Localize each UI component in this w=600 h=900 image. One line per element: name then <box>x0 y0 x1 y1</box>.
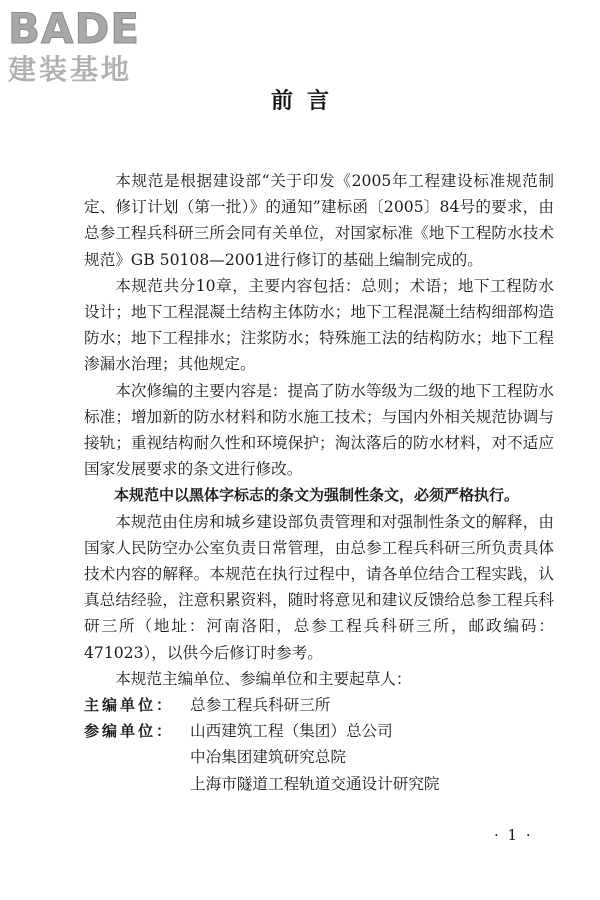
paragraph-revisions: 本次修编的主要内容是：提高了防水等级为二级的地下工程防水标准；增加新的防水材料和防水施工技术；与国内外相关规范协调与接轨；重视结构耐久性和环境保护；淘汰落后的防水材料，对不适应国家发展要求的条文进行修改。 <box>84 381 554 479</box>
logo-text: 建装基地 <box>8 53 133 86</box>
chief-unit-row <box>84 692 554 718</box>
paragraph-basis: 本规范是根据建设部“关于印发《2005年工程建设标准规范制定、修订计划（第一批）》的通知”建标函〔2005〕84号的要求，由总参工程兵科研三所会同有关单位，对国家标准《地下工程防水技术规范》GB 50108—2001进行修订的基础上编制完成的。 <box>84 172 554 269</box>
paragraph-units-intro: 本规范主编单位、参编单位和主要起草人： <box>115 669 412 688</box>
participating-unit-row <box>84 744 554 770</box>
participating-unit-row <box>84 771 554 797</box>
participating-unit-value: 上海市隧道工程轨道交通设计研究院 <box>190 774 440 793</box>
bade-logo <box>8 4 183 90</box>
document-body <box>84 168 554 797</box>
participating-unit-row <box>84 718 554 744</box>
paragraph-mandatory: 本规范中以黑体字标志的条文为强制性条文，必须严格执行。 <box>114 486 520 505</box>
chief-unit-value: 总参工程兵科研三所 <box>190 696 331 715</box>
page-number: · 1 · <box>494 826 533 844</box>
logo-mark: BADE <box>8 4 141 53</box>
page-title: 前言 <box>270 89 343 114</box>
participating-unit-value: 山西建筑工程（集团）总公司 <box>190 722 393 741</box>
paragraph-management: 本规范由住房和城乡建设部负责管理和对强制性条文的解释，由国家人民防空办公室负责日常管理，由总参工程兵科研三所负责具体技术内容的解释。本规范在执行过程中，请各单位结合工程实践，认真总结经验，注意积累资料，随时将意见和建议反馈给总参工程兵科研三所（地址：河南洛阳，总参工程兵科研三所，邮政编码：471023），以供今后修订时参考。 <box>84 512 554 662</box>
paragraph-contents: 本规范共分10章，主要内容包括：总则；术语；地下工程防水设计；地下工程混凝土结构主体防水；地下工程混凝土结构细部构造防水；地下工程排水；注浆防水；特殊施工法的结构防水；地下工程渗漏水治理；其他规定。 <box>84 276 554 374</box>
participating-unit-label: 参编单位： <box>84 722 175 741</box>
chief-unit-label: 主编单位： <box>84 696 175 715</box>
participating-unit-value: 中冶集团建筑研究总院 <box>190 748 346 767</box>
